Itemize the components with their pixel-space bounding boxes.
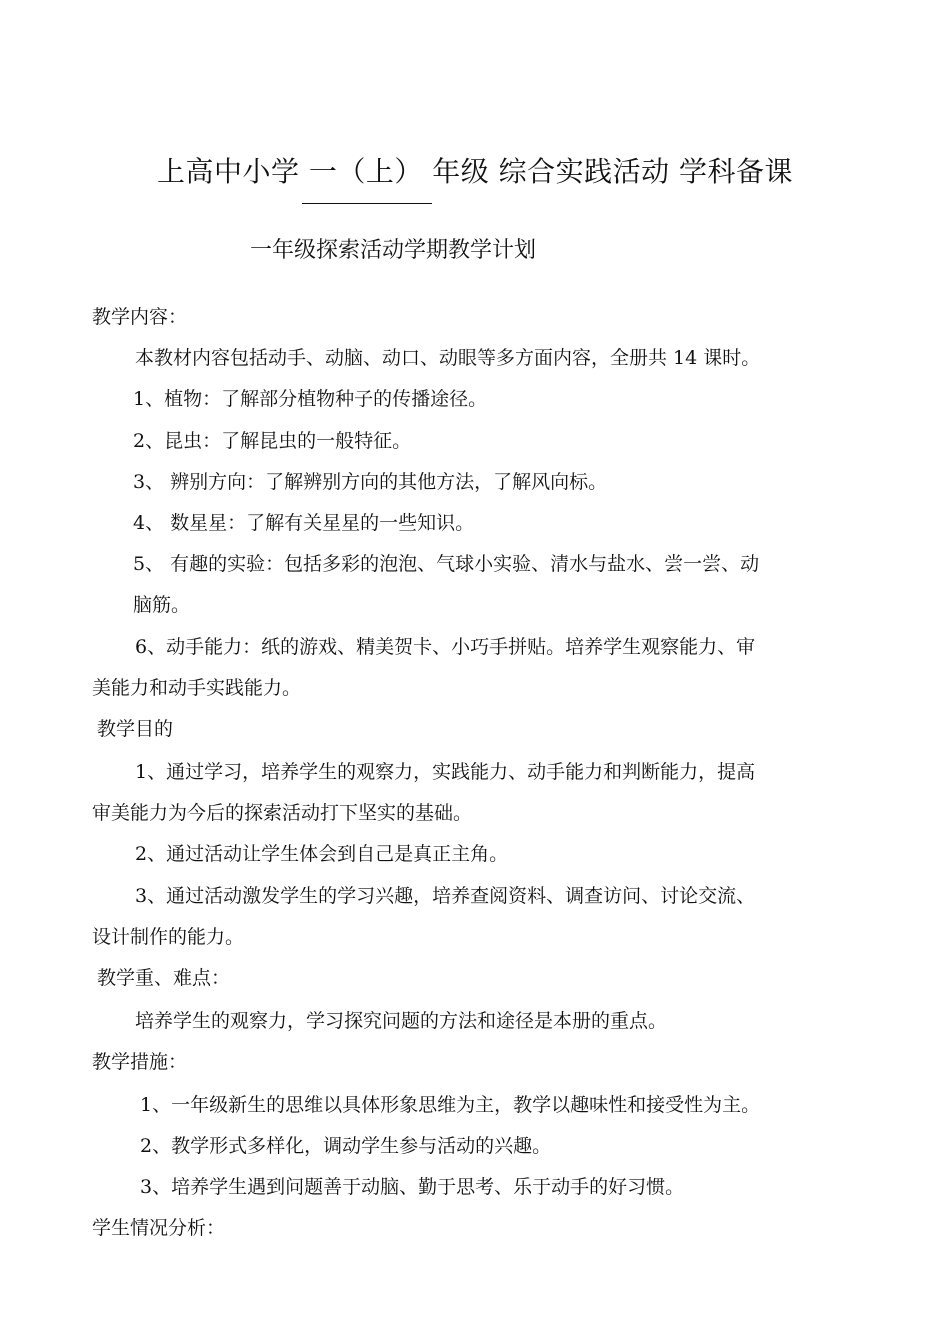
section-heading-measures: 教学措施： — [92, 1051, 188, 1073]
measure-item: 3、培养学生遇到问题善于动脑、勤于思考、乐于动手的好习惯。 — [140, 1176, 685, 1198]
content-item: 2、昆虫：了解昆虫的一般特征。 — [133, 430, 412, 452]
document-header-title: 上高中小学 一（上） 年级 综合实践活动 学科备课 — [156, 155, 794, 188]
measure-item: 2、教学形式多样化，调动学生参与活动的兴趣。 — [140, 1135, 552, 1157]
content-intro: 本教材内容包括动手、动脑、动口、动眼等多方面内容，全册共 14 课时。 — [135, 347, 761, 369]
content-item: 5、 有趣的实验：包括多彩的泡泡、气球小实验、清水与盐水、尝一尝、动 — [133, 553, 760, 575]
content-item-continued: 脑筋。 — [133, 594, 191, 616]
goal-item: 1、通过学习，培养学生的观察力，实践能力、动手能力和判断能力，提高 — [135, 761, 756, 783]
section-heading-key-points: 教学重、难点： — [97, 967, 231, 989]
key-points-text: 培养学生的观察力，学习探究问题的方法和途径是本册的重点。 — [135, 1010, 668, 1032]
header-underline — [302, 203, 432, 204]
content-item-continued: 美能力和动手实践能力。 — [92, 677, 302, 699]
content-item: 4、 数星星：了解有关星星的一些知识。 — [133, 512, 475, 534]
goal-item: 2、通过活动让学生体会到自己是真正主角。 — [135, 843, 509, 865]
measure-item: 1、一年级新生的思维以具体形象思维为主，教学以趣味性和接受性为主。 — [140, 1094, 761, 1116]
content-item: 3、 辨别方向：了解辨别方向的其他方法，了解风向标。 — [133, 471, 608, 493]
goal-item-continued: 审美能力为今后的探索活动打下坚实的基础。 — [92, 802, 473, 824]
content-item: 6、动手能力：纸的游戏、精美贺卡、小巧手拼贴。培养学生观察能力、审 — [135, 636, 756, 658]
plan-title: 一年级探索活动学期教学计划 — [250, 238, 537, 263]
section-heading-goals: 教学目的 — [97, 718, 174, 740]
content-item: 1、植物：了解部分植物种子的传播途径。 — [133, 388, 488, 410]
goal-item-continued: 设计制作的能力。 — [92, 926, 245, 948]
section-heading-analysis: 学生情况分析： — [92, 1217, 226, 1239]
goal-item: 3、通过活动激发学生的学习兴趣，培养查阅资料、调查访问、讨论交流、 — [135, 885, 756, 907]
section-heading-content: 教学内容： — [92, 306, 188, 328]
